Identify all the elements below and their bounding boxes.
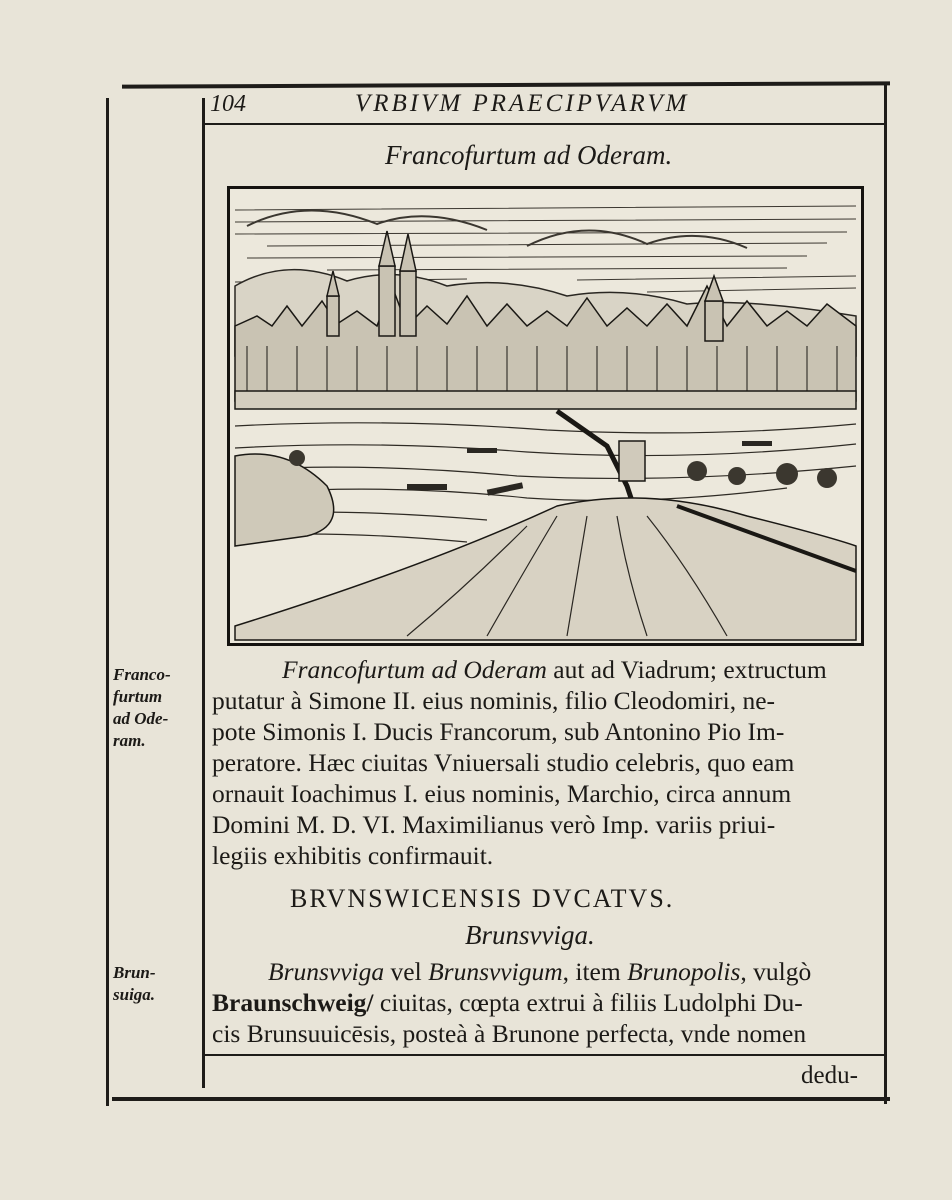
margin-note-line: furtum xyxy=(113,687,163,706)
margin-note-line: ad Ode- xyxy=(113,709,169,728)
term-brunsvviga: Brunsvviga xyxy=(268,957,385,986)
text-line: cis Brunsuuicēsis, posteà à Brunone perfecta, vnde nomen xyxy=(212,1019,807,1048)
term-brunopolis: Brunopolis xyxy=(627,957,741,986)
line-text: aut ad Viadrum; extructum xyxy=(546,655,827,684)
section-subheading: Brunsvviga. xyxy=(465,920,595,950)
text-line xyxy=(212,654,880,685)
running-head xyxy=(205,88,885,122)
line-text: , vulgò xyxy=(740,957,812,986)
paragraph-frankfurt xyxy=(212,654,880,871)
paragraph-brunswick xyxy=(212,956,880,1049)
catchword: dedu- xyxy=(801,1062,858,1089)
text-line: peratore. Hæc ciuitas Vniuersali studio celebris, quo eam xyxy=(212,748,795,777)
gatehouse xyxy=(619,441,645,481)
text-line xyxy=(212,956,880,987)
term-brunsvvigum: Brunsvvigum xyxy=(428,957,563,986)
text-line: pote Simonis I. Ducis Francorum, sub Antonino Pio Im- xyxy=(212,717,785,746)
margin-note-line: Brun- xyxy=(113,963,156,982)
line-text: , item xyxy=(562,957,628,986)
text-line xyxy=(212,987,880,1018)
margin-note-line: suiga. xyxy=(113,985,156,1004)
line-text: vel xyxy=(384,957,429,986)
lead-term: Francofurtum ad Oderam xyxy=(282,655,547,684)
text-line: ornauit Ioachimus I. eius nominis, Marchio, circa annum xyxy=(212,779,792,808)
text-bottom-rule xyxy=(205,1054,885,1056)
text-line: Domini M. D. VI. Maximilianus verò Imp. variis priui- xyxy=(212,810,776,839)
header-rule xyxy=(205,123,885,125)
text-line: legiis exhibitis confirmauit. xyxy=(212,841,494,870)
frame-left-rule xyxy=(106,98,109,1106)
frame-right-rule xyxy=(884,82,887,1104)
city-title: Francofurtum ad Oderam. xyxy=(385,140,673,170)
frame-bottom-rule xyxy=(112,1097,890,1101)
margin-note-line: ram. xyxy=(113,731,146,750)
margin-note-frankfurt xyxy=(113,664,171,752)
line-text: ciuitas, cœpta extrui à filiis Ludolphi Du- xyxy=(373,988,803,1017)
frame-inner-rule xyxy=(202,98,205,1088)
margin-note-brunswick xyxy=(113,962,156,1006)
town-wall xyxy=(235,391,856,409)
running-title: VRBIVM PRAECIPVARVM xyxy=(355,90,690,117)
woodcut-illustration xyxy=(227,186,864,646)
page-number: 104 xyxy=(210,91,246,117)
margin-note-line: Franco- xyxy=(113,665,171,684)
section-heading: BRVNSWICENSIS DVCATVS. xyxy=(290,884,675,913)
text-line: putatur à Simone II. eius nominis, filio Cleodomiri, ne- xyxy=(212,686,776,715)
vernacular-name: Braunschweig/ xyxy=(212,988,374,1017)
